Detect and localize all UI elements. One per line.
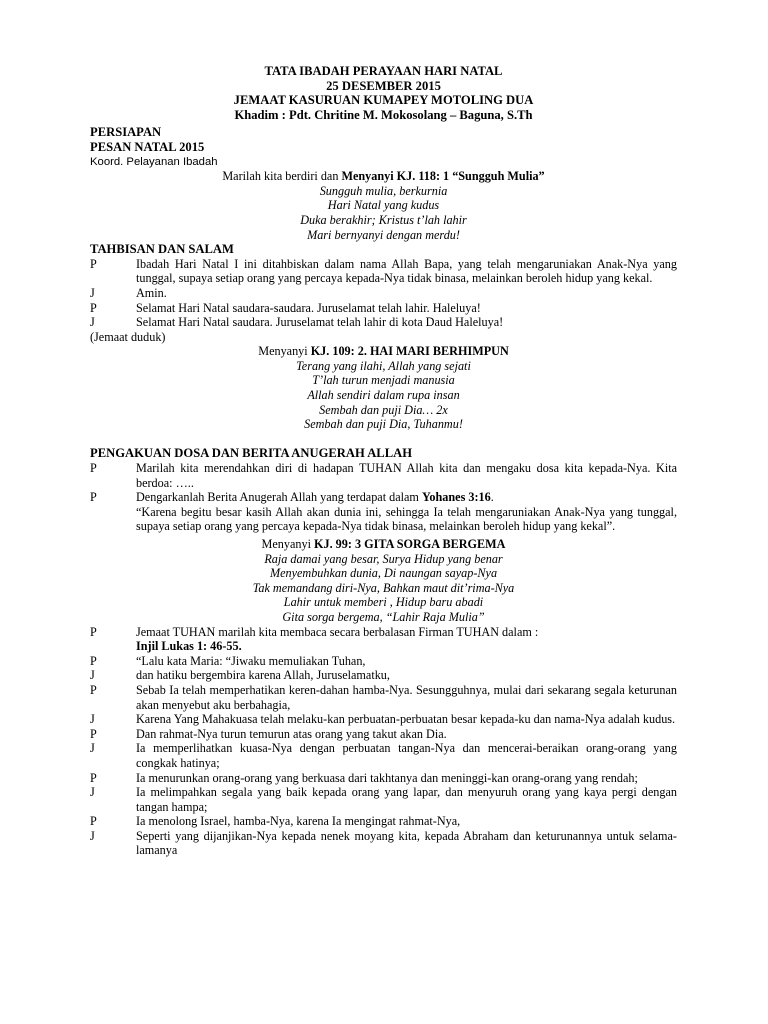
hymn-line: Duka berakhir; Kristus t’lah lahir <box>300 212 467 227</box>
liturgy-line <box>90 785 677 814</box>
coordinator-label: Koord. Pelayanan Ibadah <box>90 155 218 168</box>
liturgy-line <box>90 301 677 316</box>
liturgy-text: Ia memperlihatkan kuasa-Nya dengan perbuatan tangan-Nya dan mencerai-beraikan orang-orang yang congkak hatinya; <box>136 741 677 770</box>
hymn-line: T’lah turun menjadi manusia <box>312 373 455 388</box>
announcement-text: Dengarkanlah Berita Anugerah Allah yang terdapat dalam <box>136 490 422 505</box>
role-label: J <box>90 285 95 300</box>
role-label: P <box>90 624 97 639</box>
liturgy-text: Jemaat TUHAN marilah kita membaca secara berbalasan Firman TUHAN dalam : <box>136 624 539 639</box>
hymn-line: Gita sorga bergema, “Lahir Raja Mulia” <box>282 609 485 624</box>
liturgy-line <box>90 829 677 858</box>
liturgy-line <box>90 654 677 669</box>
song-prefix: Menyanyi <box>258 344 311 359</box>
heading-persiapan: PERSIAPAN <box>90 125 162 140</box>
liturgy-line <box>90 286 677 301</box>
liturgy-text: dan hatiku bergembira karena Allah, Juruselamatku, <box>136 668 390 683</box>
liturgy-line <box>90 315 677 330</box>
role-label: P <box>90 770 97 785</box>
hymn-line: Sembah dan puji Dia, Tuhanmu! <box>304 417 463 432</box>
scripture-reference: Injil Lukas 1: 46-55. <box>136 639 242 654</box>
liturgy-text: Selamat Hari Natal saudara. Juruselamat telah lahir di kota Daud Haleluya! <box>136 315 504 330</box>
role-label: P <box>90 726 97 741</box>
liturgy-text: Dan rahmat-Nya turun temurun atas orang yang takut akan Dia. <box>136 726 447 741</box>
scripture-quote: “Karena begitu besar kasih Allah akan dunia ini, sehingga Ia telah mengaruniakan Anak-Nya yang tunggal, supaya setiap orang yang percaya kepada-Nya tidak binasa, melainkan beroleh hidup yang kekal”. <box>136 504 677 534</box>
hymn-line: Tak memandang diri-Nya, Bahkan maut dit’rima-Nya <box>252 580 515 595</box>
liturgy-text <box>136 490 677 534</box>
song-invitation <box>90 169 677 184</box>
hymn-line: Lahir untuk memberi , Hidup baru abadi <box>283 595 484 610</box>
role-label: P <box>90 814 97 829</box>
liturgy-line <box>90 712 677 727</box>
role-label: P <box>90 653 97 668</box>
title-line-2: 25 DESEMBER 2015 <box>326 78 441 93</box>
song-announcement <box>90 537 677 552</box>
role-label: P <box>90 461 97 476</box>
liturgy-document <box>90 64 677 858</box>
liturgy-text: Karena Yang Mahakuasa telah melaku-kan perbuatan-perbuatan besar kepada-ku dan nama-Nya adalah kudus. <box>136 712 676 727</box>
hymn-line: Sembah dan puji Dia… 2x <box>319 402 448 417</box>
liturgy-text: Selamat Hari Natal saudara-saudara. Juruselamat telah lahir. Haleluya! <box>136 300 481 315</box>
liturgy-line <box>90 727 677 742</box>
hymn-line: Menyembuhkan dunia, Di naungan sayap-Nya <box>269 566 498 581</box>
title-line-4: Khadim : Pdt. Chritine M. Mokosolang – Baguna, S.Th <box>234 107 533 122</box>
liturgy-text: Ia melimpahkan segala yang baik kepada orang yang lapar, dan menyuruh orang yang kaya pergi dengan tangan hampa; <box>136 785 677 814</box>
hymn-line: Mari bernyanyi dengan merdu! <box>307 227 460 242</box>
hymn-line: Sungguh mulia, berkurnia <box>319 183 448 198</box>
liturgy-line <box>90 771 677 786</box>
song-title: KJ. 109: 2. HAI MARI BERHIMPUN <box>310 344 509 359</box>
seated-instruction: (Jemaat duduk) <box>90 329 166 344</box>
heading-pengakuan: PENGAKUAN DOSA DAN BERITA ANUGERAH ALLAH <box>90 446 412 461</box>
liturgy-line <box>90 683 677 712</box>
liturgy-text: Marilah kita merendahkan diri di hadapan TUHAN Allah kita dan mengaku dosa kita kepada-Nya. Kita berdoa: ….. <box>136 461 677 490</box>
liturgy-text: Ia menurunkan orang-orang yang berkuasa dari takhtanya dan meninggi-kan orang-orang yang rendah; <box>136 770 638 785</box>
role-label: J <box>90 668 95 683</box>
hymn-line: Hari Natal yang kudus <box>327 198 440 213</box>
role-label: P <box>90 256 97 271</box>
title-line-1: TATA IBADAH PERAYAAN HARI NATAL <box>264 64 503 78</box>
role-label: J <box>90 828 95 843</box>
liturgy-text: Ibadah Hari Natal I ini ditahbiskan dalam nama Allah Bapa, yang telah mengaruniakan Anak-Nya yang tunggal, supaya setiap orang yang percaya kepada-Nya tidak binasa, melainkan beroleh hidup yang kekal. <box>136 256 677 286</box>
liturgy-text: Ia menolong Israel, hamba-Nya, karena Ia mengingat rahmat-Nya, <box>136 814 461 829</box>
liturgy-text: “Lalu kata Maria: “Jiwaku memuliakan Tuhan, <box>136 653 366 668</box>
punctuation: . <box>490 490 494 505</box>
liturgy-line <box>90 741 677 770</box>
song-prefix: Menyanyi <box>261 537 315 551</box>
liturgy-line <box>90 814 677 829</box>
liturgy-text: Seperti yang dijanjikan-Nya kepada nenek moyang kita, kepada Abraham dan keturunannya untuk selama-lamanya <box>136 828 677 858</box>
role-label: P <box>90 490 97 505</box>
song-announcement <box>90 344 677 359</box>
liturgy-line <box>90 461 677 490</box>
liturgy-line <box>90 257 677 286</box>
song-title: KJ. 99: 3 GITA SORGA BERGEMA <box>314 537 506 551</box>
liturgy-line <box>90 668 677 683</box>
role-label: J <box>90 785 95 800</box>
role-label: J <box>90 741 95 756</box>
role-label: J <box>90 712 95 727</box>
heading-tahbisan: TAHBISAN DAN SALAM <box>90 242 234 257</box>
song-title: Menyanyi KJ. 118: 1 “Sungguh Mulia” <box>341 169 545 184</box>
role-label: P <box>90 300 97 315</box>
hymn-line: Allah sendiri dalam rupa insan <box>307 388 460 403</box>
liturgy-text: Amin. <box>136 285 167 300</box>
role-label: P <box>90 682 97 697</box>
liturgy-line <box>90 625 677 640</box>
heading-pesan-natal: PESAN NATAL 2015 <box>90 139 205 154</box>
role-label: J <box>90 315 95 330</box>
hymn-line: Raja damai yang besar, Surya Hidup yang benar <box>264 551 503 566</box>
title-line-3: JEMAAT KASURUAN KUMAPEY MOTOLING DUA <box>233 93 534 108</box>
scripture-reference: Yohanes 3:16 <box>421 490 491 505</box>
song-invitation-text: Marilah kita berdiri dan <box>222 169 342 184</box>
liturgy-line <box>90 490 677 534</box>
liturgy-text: Sebab Ia telah memperhatikan keren-dahan hamba-Nya. Sesungguhnya, mulai dari sekarang segala keturunan akan menyebut aku berbahagia, <box>136 682 677 712</box>
hymn-line: Terang yang ilahi, Allah yang sejati <box>296 358 471 373</box>
